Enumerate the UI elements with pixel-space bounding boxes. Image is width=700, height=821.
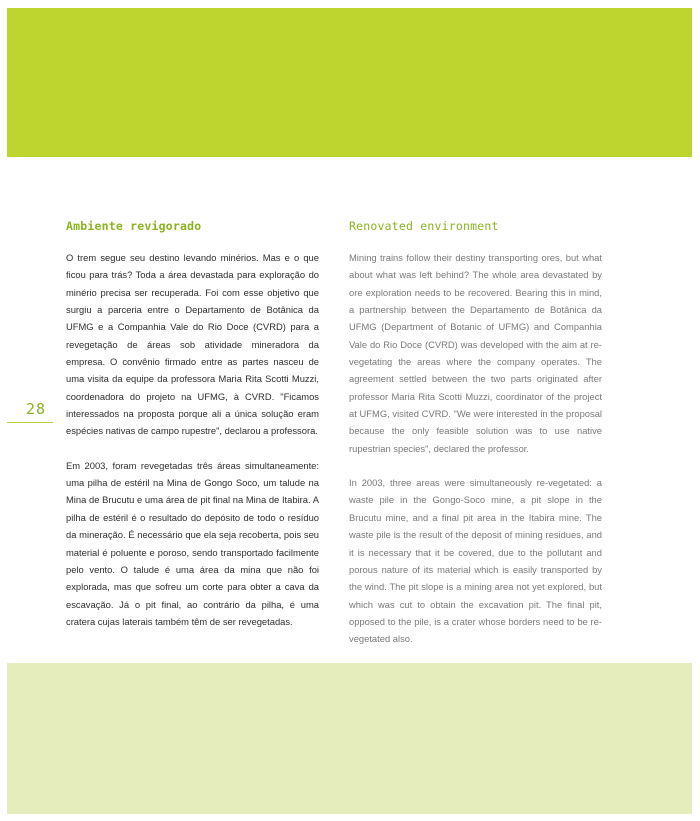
page-number-rule xyxy=(7,422,53,423)
bottom-color-band xyxy=(7,663,692,814)
page-number: 28 xyxy=(26,400,47,418)
portuguese-heading: Ambiente revigorado xyxy=(66,219,202,233)
english-column xyxy=(349,218,602,648)
english-paragraph-1: Mining trains follow their destiny transporting ores, but what about what was left behind? The whole area devastated by ore exploration needs to be recovered. Bearing this in mind, a partnership between the Departamento de Botânica da UFMG (Department of Botanic of UFMG) and Companhia Vale do Rio Doce (CVRD) was developed with the aim at re-vegetating the areas where the company operates. The agreement settled between the two parts originated after professor Maria Rita Scotti Muzzi, coordinator of the project at UFMG, visited CVRD. "We were interested in the proposal because the only feasible solution was to use native rupestrian species", declared the professor. xyxy=(349,252,602,454)
portuguese-paragraph-2: Em 2003, foram revegetadas três áreas simultaneamente: uma pilha de estéril na Mina de Gongo Soco, um talude na Mina de Brucutu e uma área de pit final na Mina de Itabira. A pilha de estéril é o resultado do depósito de todo o resíduo da mineração. É necessário que ela seja recoberta, pois seu material é poluente e poroso, sendo transportado facilmente pelo vento. O talude é uma área da mina que não foi explorada, mas que sofreu um corte para obter a cava da escavação. Já o pit final, ao contrário da pilha, é uma cratera cujas laterais também têm de ser revegetadas. xyxy=(66,459,319,627)
english-paragraph-2: In 2003, three areas were simultaneously re-vegetated: a waste pile in the Gongo-Soco mine, a pit slope in the Brucutu mine, and a final pit area in the Itabira mine. The waste pile is the result of the deposit of mining residues, and it is necessary that it be covered, due to the pollutant and porous nature of its material which is easily transported by the wind. The pit slope is a mining area not yet explored, but which was cut to obtain the excavation pit. The final pit, opposed to the pile, is a crater whose borders need to be re-vegetated also. xyxy=(349,477,602,645)
english-heading: Renovated environment xyxy=(349,219,499,233)
top-color-band xyxy=(7,8,692,157)
portuguese-paragraph-1: O trem segue seu destino levando minérios. Mas e o que ficou para trás? Toda a área devastada para exploração do minério precisa ser recuperada. Foi com esse objetivo que surgiu a parceria entre o Departamento de Botânica da UFMG e a Companhia Vale do Rio Doce (CVRD) para a revegetação de áreas sob atividade mineradora da empresa. O convênio firmado entre as partes nasceu de uma visita da equipe da professora Maria Rita Scotti Muzzi, coordenadora do projeto na UFMG, à CVRD. "Ficamos interessados na proposta porque ali a única solução eram espécies nativas de campo rupestre", declarou a professora. xyxy=(66,252,319,437)
portuguese-column xyxy=(66,218,319,630)
